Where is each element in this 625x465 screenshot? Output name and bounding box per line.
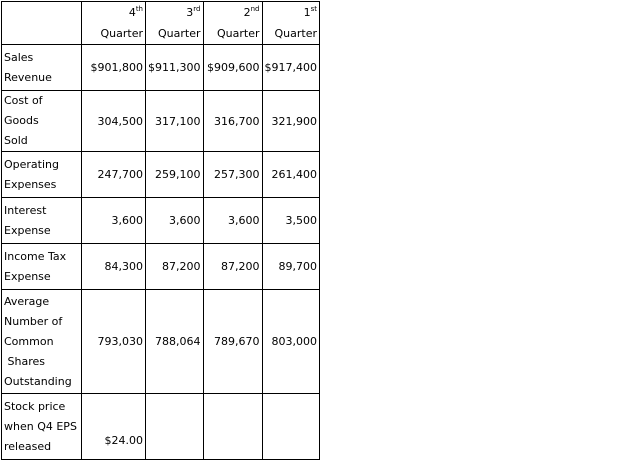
header-suffix: nd [250,5,260,13]
row-income-tax-expense [2,244,320,290]
row-average-common-shares [2,290,320,394]
header-word: Quarter [100,27,143,40]
row-sales-revenue [2,45,320,91]
cell-q1: 321,900 [262,91,320,152]
cell-q3: 87,200 [146,244,204,290]
cell-q1: 89,700 [262,244,320,290]
cell-q1: 261,400 [262,152,320,198]
header-word: Quarter [274,27,317,40]
header-ordinal: 2 [243,6,251,19]
header-ordinal: 3 [186,6,194,19]
header-2nd-quarter [203,2,262,45]
header-word: Quarter [158,27,201,40]
header-suffix: th [135,5,143,13]
cell-q3: 788,064 [146,290,204,394]
cell-q4: 3,600 [82,198,146,244]
cell-q2 [203,394,262,460]
cell-q4: 84,300 [82,244,146,290]
cell-q2: 316,700 [203,91,262,152]
cell-q4: 304,500 [82,91,146,152]
row-label: Average Number of Common Shares Outstanding [2,290,82,394]
cell-q2: 3,600 [203,198,262,244]
row-label: Cost of Goods Sold [2,91,82,152]
cell-q3: $911,300 [146,45,204,91]
row-cost-of-goods-sold [2,91,320,152]
header-row [2,2,320,45]
cell-q1: 3,500 [262,198,320,244]
cell-q1: $917,400 [262,45,320,91]
header-ordinal: 1 [303,6,311,19]
cell-q2: $909,600 [203,45,262,91]
cell-q1: 803,000 [262,290,320,394]
header-1st-quarter [262,2,320,45]
header-suffix: rd [193,5,201,13]
row-label: Stock price when Q4 EPS released [2,394,82,460]
header-word: Quarter [217,27,260,40]
cell-q2: 257,300 [203,152,262,198]
row-label: Interest Expense [2,198,82,244]
row-label: Operating Expenses [2,152,82,198]
row-operating-expenses [2,152,320,198]
row-stock-price [2,394,320,460]
row-label: Sales Revenue [2,45,82,91]
header-suffix: st [310,5,317,13]
cell-q4: $901,800 [82,45,146,91]
row-interest-expense [2,198,320,244]
header-4th-quarter [82,2,146,45]
cell-q3: 259,100 [146,152,204,198]
cell-q3: 3,600 [146,198,204,244]
header-ordinal: 4 [128,6,136,19]
quarterly-financials-table [1,1,320,460]
cell-q4: 793,030 [82,290,146,394]
cell-q4: $24.00 [82,394,146,460]
header-3rd-quarter [146,2,204,45]
cell-q4: 247,700 [82,152,146,198]
corner-cell [2,2,82,45]
cell-q1 [262,394,320,460]
cell-q3 [146,394,204,460]
row-label: Income Tax Expense [2,244,82,290]
cell-q2: 789,670 [203,290,262,394]
cell-q3: 317,100 [146,91,204,152]
cell-q2: 87,200 [203,244,262,290]
